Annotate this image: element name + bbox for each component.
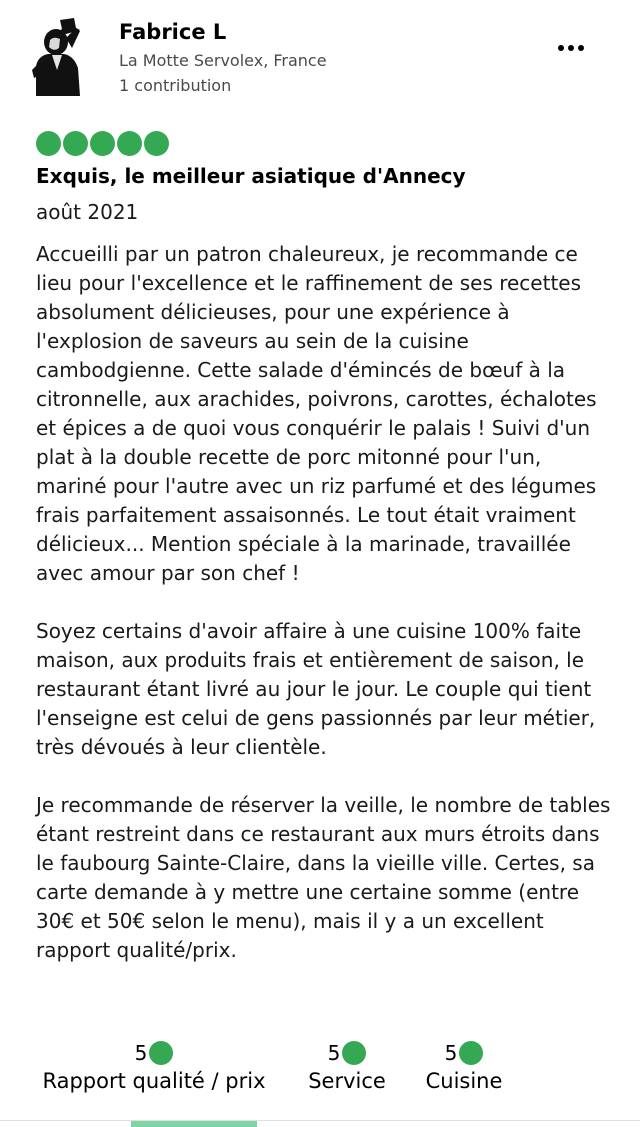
review-paragraph: Accueilli par un patron chaleureux, je recommande ce lieu pour l'excellence et le raffinement de ses recettes absolument délicieuses, pour une expérience à l'explosion de saveurs au sein de la cuisine cambodgienne. Cette salade d'émincés de bœuf à la citronnelle, aux arachides, poivrons, carottes, échalotes et épices a de quoi vous conquérir le palais ! Suivi d'un plat à la double recette de porc mitonné pour l'un, mariné pour l'autre avec un riz parfumé et des légumes frais parfaitement assaisonnés. Le tout était vraiment délicieux... Mention spéciale à la marinade, travaillée avec amour par son chef !	[36, 242, 597, 585]
rating-bubbles	[36, 131, 169, 156]
sub-rating-value	[36, 1040, 272, 1093]
avatar[interactable]	[30, 18, 88, 96]
avatar-silhouette-icon	[30, 18, 88, 96]
review-body	[36, 240, 616, 965]
more-dot	[578, 45, 584, 51]
review-title: Exquis, le meilleur asiatique d'Annecy	[36, 164, 466, 188]
rating-bubble-icon	[459, 1041, 483, 1065]
review-paragraph: Soyez certains d'avoir affaire à une cuisine 100% faite maison, aux produits frais et entièrement de saison, le restaurant étant livré au jour le jour. Le couple qui tient l'enseigne est celui de gens passionnés par leur métier, très dévoués à leur clientèle.	[36, 619, 596, 759]
sub-rating-cuisine	[423, 1040, 505, 1093]
more-dot	[568, 45, 574, 51]
reviewer-contributions: 1 contribution	[119, 76, 232, 95]
rating-bubble-icon	[342, 1041, 366, 1065]
sub-rating-label: Cuisine	[425, 1069, 503, 1093]
sub-rating-number: 5	[444, 1041, 458, 1065]
rating-bubble-icon	[36, 131, 61, 156]
sub-rating-score	[445, 1040, 484, 1066]
sub-rating-label: Service	[308, 1069, 386, 1093]
sub-rating-label: Rapport qualité / prix	[42, 1069, 266, 1093]
rating-bubble-icon	[117, 131, 142, 156]
more-dot	[558, 45, 564, 51]
rating-bubble-icon	[144, 131, 169, 156]
review-paragraph: Je recommande de réserver la veille, le nombre de tables étant restreint dans ce restaurant aux murs étroits dans le faubourg Sainte-Claire, dans la vieille ville. Certes, sa carte demande à y mettre une certaine somme (entre 30€ et 50€ selon le menu), mais il y a un excellent rapport qualité/prix.	[36, 793, 611, 962]
sub-rating-score	[135, 1040, 174, 1066]
reviewer-name[interactable]: Fabrice L	[119, 20, 227, 44]
divider	[0, 1120, 640, 1121]
rating-bubble-icon	[63, 131, 88, 156]
review-date: août 2021	[36, 200, 139, 224]
sub-rating-service	[306, 1040, 388, 1093]
reviewer-location: La Motte Servolex, France	[119, 51, 327, 70]
sub-rating-number: 5	[327, 1041, 341, 1065]
sub-rating-score	[328, 1040, 367, 1066]
sub-rating-number: 5	[134, 1041, 148, 1065]
more-options-icon[interactable]	[552, 38, 590, 58]
tab-indicator	[131, 1121, 257, 1127]
rating-bubble-icon	[149, 1041, 173, 1065]
rating-bubble-icon	[90, 131, 115, 156]
